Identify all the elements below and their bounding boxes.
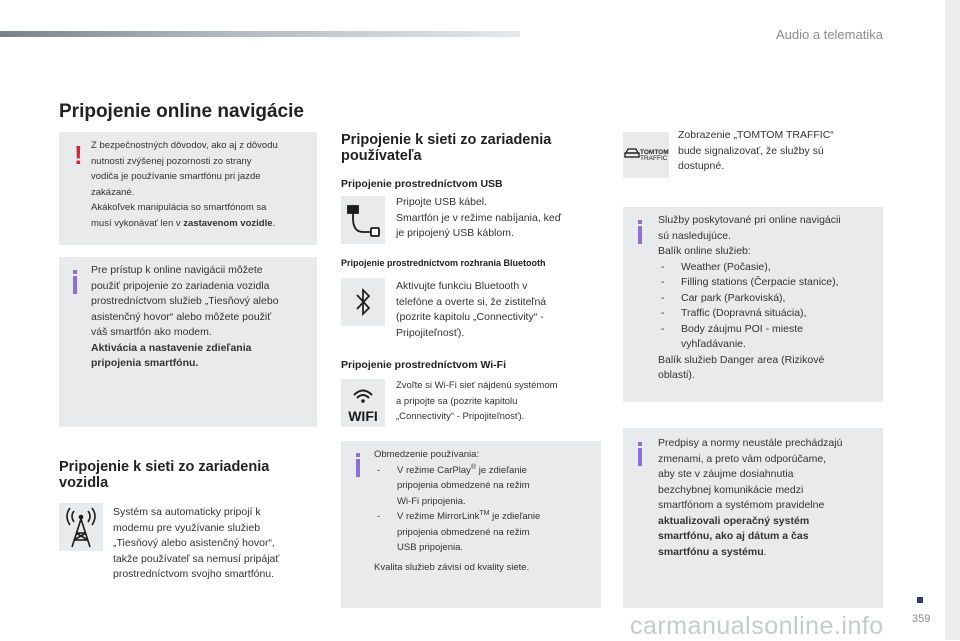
info-icon xyxy=(73,270,77,294)
list-item: - V režime MirrorLink™ je zdieľanie pripojenia obmedzené na režim USB pripojenia. xyxy=(374,509,599,556)
regulations-text: Predpisy a normy neustále prechádzajú zmenami, a preto vám odporúčame, aby ste v záujme dosiahnutia bezchybnej komunikácie medzi smartfónom a systémom pravidelne aktualizovali operačný systém smartfónu, ako aj dátum a čas smartfónu a systému. xyxy=(658,437,843,558)
warning-box xyxy=(59,132,317,245)
list-item: - Filling stations (Čerpacie stanice), xyxy=(658,275,880,291)
services-box xyxy=(623,207,883,402)
regulations-box xyxy=(623,428,883,608)
usb-text: Pripojte USB kábel. Smartfón je v režime nabíjania, keď je pripojený USB káblom. xyxy=(396,196,562,239)
tomtom-text: Zobrazenie „TOMTOM TRAFFIC“ bude signalizovať, že služby sú dostupné. xyxy=(678,129,834,172)
wifi-text: Zvoľte si Wi-Fi sieť nájdenú systémom a pripojte sa (pozrite kapitolu „Connectivity“ - Pripojiteľnosť). xyxy=(396,380,558,422)
page-title: Pripojenie online navigácie xyxy=(59,101,304,122)
bluetooth-title: Pripojenie prostredníctvom rozhrania Bluetooth xyxy=(341,258,546,268)
list-item: - Traffic (Dopravná situácia), xyxy=(658,306,880,322)
wifi-icon xyxy=(341,379,385,427)
info-access-text: Pre prístup k online navigácii môžete použiť pripojenie zo zariadenia vozidla prostredníctvom služieb „Tiesňový alebo asistenčný hovor“ alebo môžete použiť váš smartfón ako modem. Aktivácia a nastavenie zdieľania pripojenia smartfónu. xyxy=(91,264,279,369)
usage-limits-box xyxy=(341,441,601,608)
section-title: Audio a telematika xyxy=(776,27,883,42)
bluetooth-icon xyxy=(341,278,385,326)
info-icon xyxy=(638,442,642,466)
info-access-box xyxy=(59,257,317,427)
info-icon xyxy=(638,220,642,244)
warning-text: Z bezpečnostných dôvodov, ako aj z dôvodu nutnosti zvýšenej pozornosti zo strany vodiča je používanie smartfónu pri jazde zakázané. Akákoľvek manipulácia so smartfónom sa musí vykonávať len v zastavenom vozidle. xyxy=(91,140,278,229)
list-item: - Body záujmu POI - mieste vyhľadávanie. xyxy=(658,322,880,353)
usage-limits-text: Obmedzenie používania: - V režime CarPlay® je zdieľanie pripojenia obmedzené na režim Wi-Fi pripojenia. - V režime MirrorLink™ je zdieľanie pripojenia obmedzené na režim USB pripojenia. Kvalita služieb závisí od kvality siete. xyxy=(374,447,599,575)
antenna-icon xyxy=(59,503,103,551)
list-item: - Car park (Parkoviská), xyxy=(658,291,880,307)
tomtom-label: TOMTOM xyxy=(640,149,669,156)
usb-title: Pripojenie prostredníctvom USB xyxy=(341,178,503,190)
list-item: - Weather (Počasie), xyxy=(658,260,880,276)
watermark: carmanualsonline.info xyxy=(630,612,884,640)
user-heading: Pripojenie k sieti zo zariadenia používateľa xyxy=(341,132,552,164)
tomtom-traffic-icon xyxy=(623,132,669,178)
services-list xyxy=(658,260,880,353)
wifi-icon-label: WIFI xyxy=(348,408,378,424)
bluetooth-text: Aktivujte funkciu Bluetooth v telefóne a overte si, že zistiteľná (pozrite kapitolu „Connectivity“ - Pripojiteľnosť). xyxy=(396,280,547,339)
info-icon xyxy=(356,453,360,477)
page-edge-bar xyxy=(945,0,960,640)
usage-limits-list xyxy=(374,463,599,556)
header-bar xyxy=(0,31,520,37)
list-item: - V režime CarPlay® je zdieľanie pripojenia obmedzené na režim Wi-Fi pripojenia. xyxy=(374,463,599,510)
traffic-label: TRAFFIC xyxy=(640,155,668,162)
page-marker xyxy=(917,597,923,603)
vehicle-heading: Pripojenie k sieti zo zariadenia vozidla xyxy=(59,459,270,491)
wifi-title: Pripojenie prostredníctvom Wi-Fi xyxy=(341,359,507,371)
usb-cable-icon xyxy=(341,196,385,244)
vehicle-text: Systém sa automaticky pripojí k modemu pre využívanie služieb „Tiesňový alebo asistenčný hovor“, takže používateľ sa nemusí pripájať prostredníctvom svojho smartfónu. xyxy=(113,506,280,580)
services-text: Služby poskytované pri online navigácii sú nasledujúce. Balík online služieb: - Weather (Počasie), - Filling stations (Čerpacie stanice), - Car park (Parkoviská), - Traffic (Dopravná situácia), - Body záujmu POI - mieste vyhľadávanie. Balík služieb Danger area (Rizikové oblasti). xyxy=(658,213,880,384)
warning-icon: ! xyxy=(74,140,83,170)
page-number: 359 xyxy=(912,613,931,625)
